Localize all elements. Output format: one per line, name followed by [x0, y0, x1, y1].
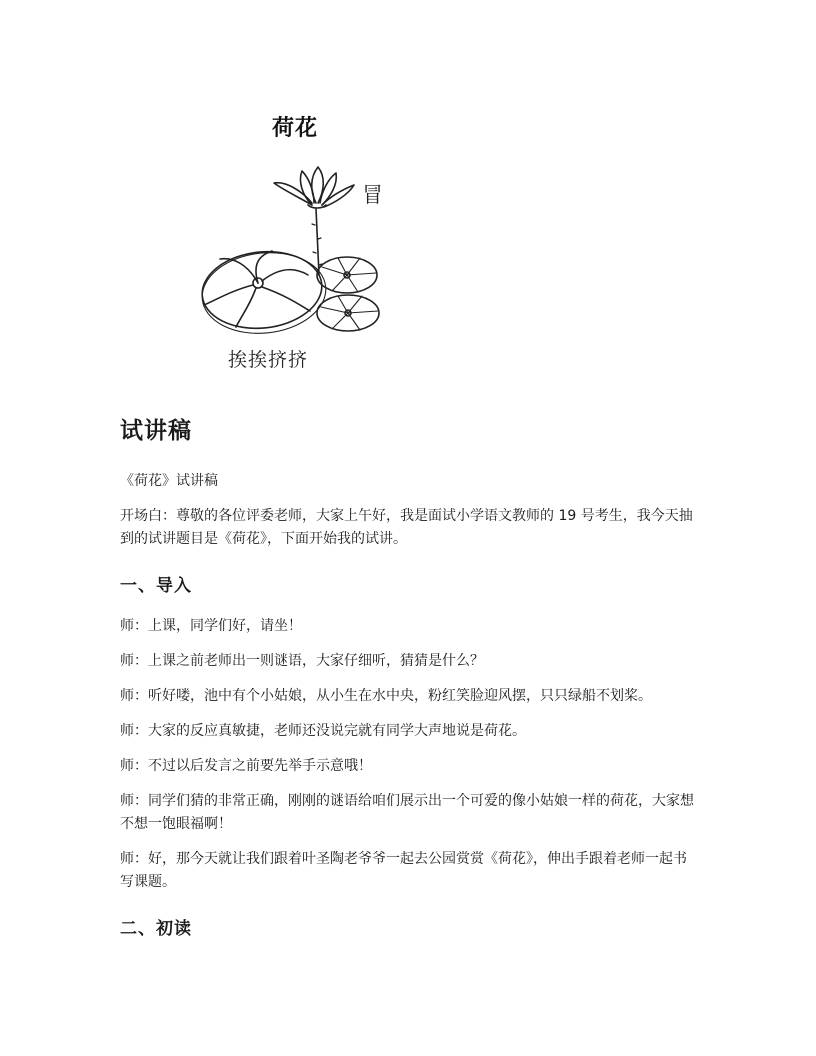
figure-label-aiai: 挨挨挤挤	[228, 349, 309, 371]
figure-title: 荷花	[272, 116, 319, 141]
dialogue-line: 师：同学们猜的非常正确，刚刚的谜语给咱们展示出一个可爱的像小姑娘一样的荷花，大家想不想一饱眼福啊！	[120, 793, 694, 832]
lotus-petal-right	[322, 185, 354, 207]
dialogue-line: 师：听好喽，池中有个小姑娘，从小生在水中央，粉红笑脸迎风摆，只只绿船不划桨。	[120, 688, 652, 704]
opening-paragraph: 开场白：尊敬的各位评委老师，大家上午好，我是面试小学语文教师的 19 号考生，我今天抽到的试讲题目是《荷花》，下面开始我的试讲。	[120, 508, 693, 547]
lotus-illustration	[190, 105, 430, 390]
document-subtitle: 《荷花》试讲稿	[120, 473, 218, 489]
dialogue-line: 师：不过以后发言之前要先举手示意哦！	[120, 758, 372, 774]
big-lotus-leaf	[198, 246, 325, 334]
big-leaf-rim	[198, 247, 330, 340]
document-heading: 试讲稿	[120, 418, 192, 444]
dialogue-line: 师：好，那今天就让我们跟着叶圣陶老爷爷一起去公园赏赏《荷花》，伸出手跟着老师一起书写课题。	[120, 851, 687, 890]
lotus-calyx	[308, 205, 326, 208]
lotus-drawing	[190, 105, 430, 390]
figure-label-mao: 冒	[362, 183, 383, 207]
document-body	[120, 412, 700, 958]
dialogue-line: 师：大家的反应真敏捷，老师还没说完就有同学大声地说是荷花。	[120, 723, 526, 739]
section-heading-intro: 一、导入	[120, 576, 192, 596]
dialogue-line: 师：上课之前老师出一则谜语，大家仔细听，猜猜是什么？	[120, 653, 484, 669]
lotus-petal-left	[274, 183, 312, 205]
section-heading-first-read: 二、初读	[120, 919, 192, 939]
dialogue-line: 师：上课，同学们好，请坐！	[120, 618, 302, 634]
